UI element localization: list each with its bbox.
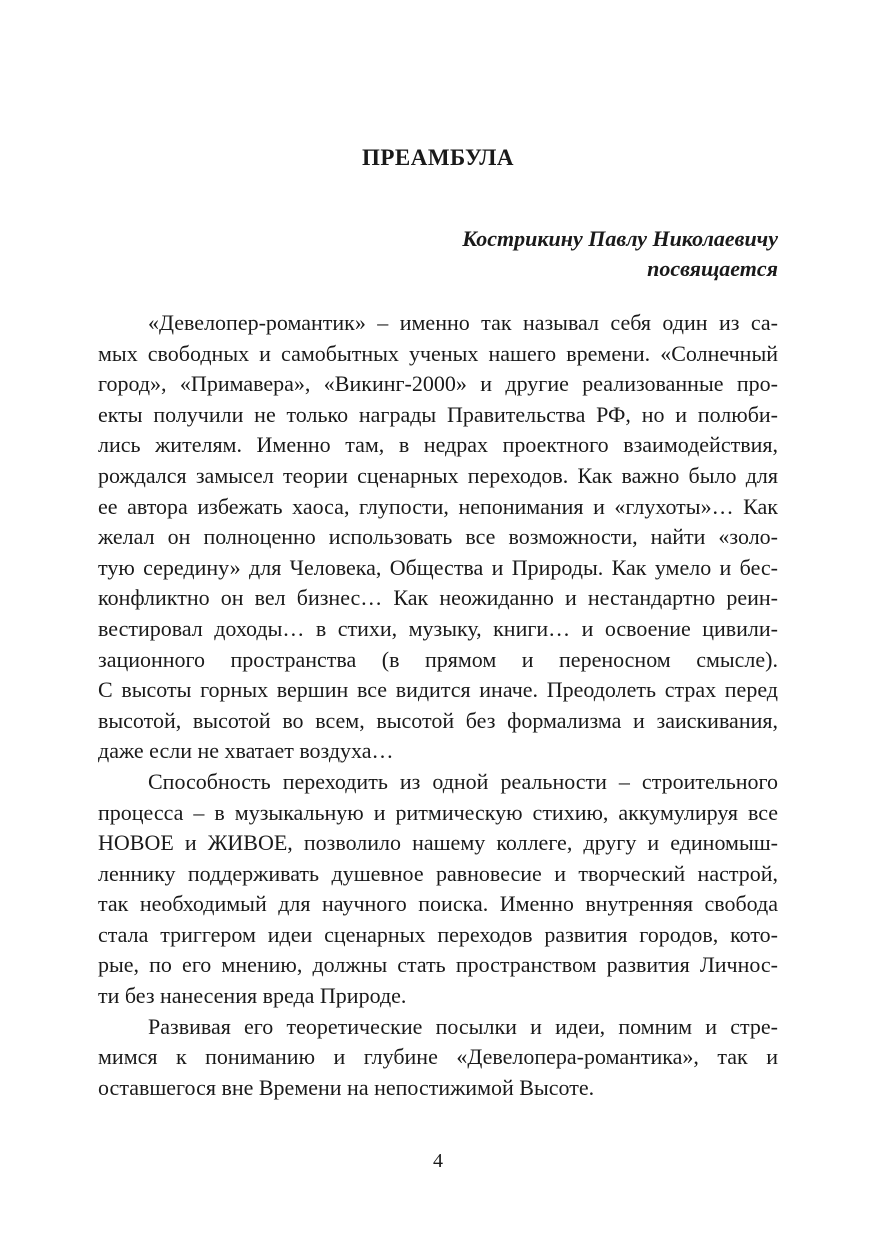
paragraph [98, 1012, 778, 1104]
text-line: высотой, высотой во всем, высотой без формализма и заискивания, [98, 707, 778, 733]
text-line: НОВОЕ и ЖИВОЕ, позволило нашему коллеге, другу и единомыш- [98, 830, 778, 856]
text-line: лись жителям. Именно там, в недрах проектного взаимодействия, [98, 432, 778, 458]
paragraph [98, 767, 778, 1012]
text-line: Развивая его теоретические посылки и идеи, помним и стре- [148, 1013, 778, 1039]
text-line: С высоты горных вершин все видится иначе. Преодолеть страх перед [98, 677, 778, 703]
text-line: «Девелопер-романтик» – именно так называл себя один из са- [148, 310, 778, 335]
text-line: ти без нанесения вреда Природе. [98, 983, 407, 1009]
text-line: вестировал доходы… в стихи, музыку, книги… и освоение цивили- [98, 615, 778, 641]
text-line: мимся к пониманию и глубине «Девелопера-романтика», так и [98, 1044, 778, 1070]
text-line: рые, по его мнению, должны стать пространством развития Личнос- [98, 952, 778, 978]
text-line: конфликтно он вел бизнес… Как неожиданно и нестандартно реин- [98, 585, 778, 611]
text-line: процесса – в музыкальную и ритмическую стихию, аккумулируя все [98, 799, 778, 825]
dedication [98, 224, 778, 284]
text-line: оставшегося вне Времени на непостижимой Высоте. [98, 1074, 595, 1100]
text-line: зационного пространства (в прямом и переносном смысле). [98, 646, 778, 672]
body-text [98, 308, 778, 1103]
dedication-name: Кострикину Павлу Николаевичу [462, 226, 778, 251]
text-line: так необходимый для научного поиска. Именно внутренняя свобода [98, 891, 778, 917]
page-title: ПРЕАМБУЛА [361, 145, 515, 170]
text-line: мых свободных и самобытных ученых нашего времени. «Солнечный [98, 340, 778, 366]
dedication-word: посвящается [647, 256, 778, 281]
text-line: леннику поддерживать душевное равновесие и творческий настрой, [98, 860, 778, 886]
page-number: 4 [433, 1150, 443, 1172]
text-line: рождался замысел теории сценарных переходов. Как важно было для [98, 462, 778, 488]
paragraph [98, 308, 778, 767]
text-line: Способность переходить из одной реальности – строительного [148, 768, 778, 794]
text-line: город», «Примавера», «Викинг-2000» и другие реализованные про- [98, 371, 778, 397]
text-line: даже если не хватает воздуха… [98, 738, 394, 764]
text-line: ее автора избежать хаоса, глупости, непонимания и «глухоты»… Как [98, 493, 778, 519]
text-line: тую середину» для Человека, Общества и Природы. Как умело и бес- [98, 554, 778, 580]
text-line: желал он полноценно использовать все возможности, найти «золо- [98, 524, 778, 550]
text-line: екты получили не только награды Правительства РФ, но и полюби- [98, 401, 778, 427]
text-line: стала триггером идеи сценарных переходов развития городов, кото- [98, 921, 778, 947]
